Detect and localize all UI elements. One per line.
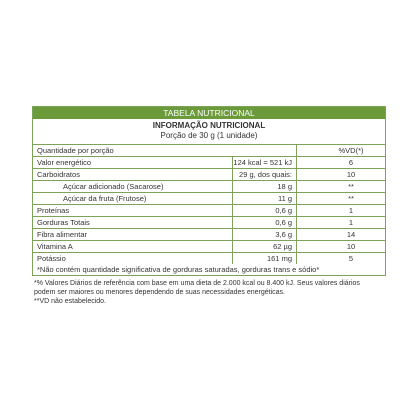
header-vd: %VD(*) [338, 146, 364, 155]
portion-size: Porção de 30 g (1 unidade) [160, 131, 258, 140]
nutrient-vd: ** [348, 182, 354, 191]
nutrient-vd: 1 [348, 206, 354, 215]
nutrient-label: Açúcar da fruta (Frutose) [33, 193, 233, 204]
nutrient-amount: 161 mg [233, 253, 297, 264]
note-line-3: **VD não estabelecido. [34, 298, 106, 305]
table-row [33, 253, 385, 264]
nutrient-amount: 11 g [233, 193, 297, 204]
table-row [33, 193, 385, 205]
nutrient-amount: 3,6 g [233, 229, 297, 240]
nutrient-amount: 0,6 g [233, 217, 297, 228]
nutrient-vd: 10 [346, 170, 356, 179]
nutrient-amount: 62 µg [233, 241, 297, 252]
nutrient-label: Fibra alimentar [33, 229, 233, 240]
footnote-text: *Não contém quantidade significativa de gorduras saturadas, gorduras trans e sódio* [37, 265, 320, 274]
nutrient-label: Gorduras Totais [33, 217, 233, 228]
notes [32, 279, 386, 306]
nutrient-label: Vitamina A [33, 241, 233, 252]
nutrient-label: Carboidratos [33, 169, 233, 180]
nutrient-amount: 18 g [233, 181, 297, 192]
table-row [33, 229, 385, 241]
nutrient-label: Proteínas [33, 205, 233, 216]
table-title: TABELA NUTRICIONAL [33, 107, 385, 119]
nutrient-label: Valor energético [33, 157, 233, 168]
footnote-row [33, 264, 385, 275]
nutrient-vd: 1 [348, 218, 354, 227]
nutrient-label: Açúcar adicionado (Sacarose) [33, 181, 233, 192]
table-row [33, 157, 385, 169]
table-row [33, 241, 385, 253]
table-row [33, 169, 385, 181]
table-header-row [33, 145, 385, 157]
table-heading: INFORMAÇÃO NUTRICIONAL [152, 121, 266, 130]
nutrient-vd: 14 [346, 230, 356, 239]
note-line-2: podem ser maiores ou menores dependendo de suas necessidades energéticas. [34, 289, 285, 296]
table-subheader [33, 119, 385, 145]
table-row [33, 217, 385, 229]
nutrient-vd: 10 [346, 242, 356, 251]
nutrient-vd: 5 [348, 254, 354, 263]
table-row [33, 181, 385, 193]
nutrient-amount: 124 kcal = 521 kJ [233, 157, 297, 168]
table-row [33, 205, 385, 217]
nutrient-amount: 29 g, dos quais: [233, 169, 297, 180]
header-label: Quantidade por porção [33, 145, 297, 156]
nutrient-vd: 6 [348, 158, 354, 167]
nutrition-label [32, 106, 386, 306]
nutrient-amount: 0,6 g [233, 205, 297, 216]
nutrition-table [32, 106, 386, 276]
note-line-1: *% Valores Diários de referência com base em uma dieta de 2.000 kcal ou 8.400 kJ. Seus valores diários [34, 280, 360, 287]
nutrient-vd: ** [348, 194, 354, 203]
nutrient-label: Potássio [33, 253, 233, 264]
